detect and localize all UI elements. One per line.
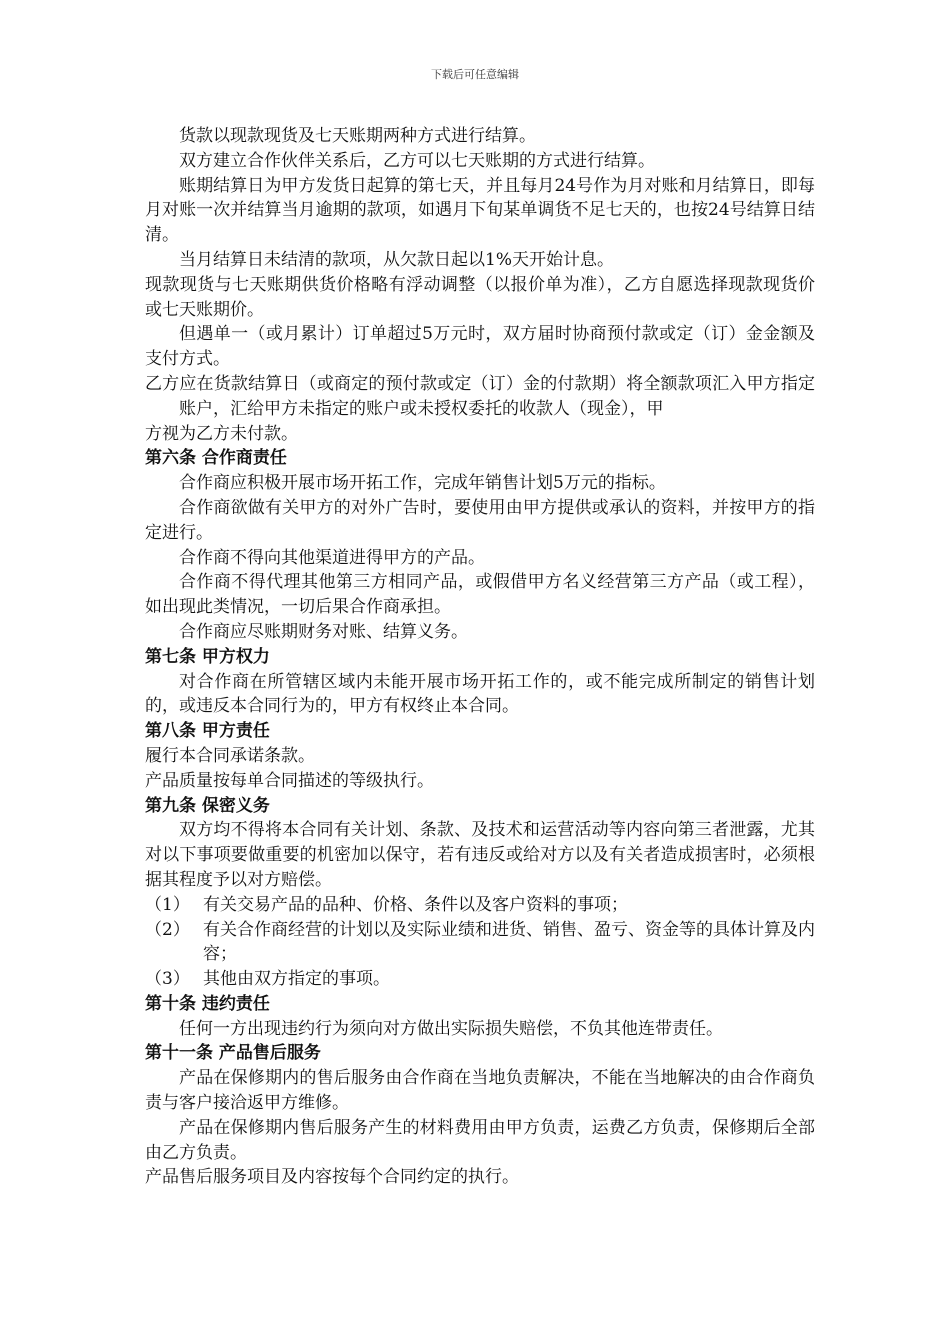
paragraph: 履行本合同承诺条款。 <box>145 745 315 766</box>
paragraph: 产品售后服务项目及内容按每个合同约定的执行。 <box>145 1167 519 1188</box>
paragraph: 产品在保修期内的售后服务由合作商在当地负责解决，不能在当地解决的由合作商负责与客户接洽返甲方维修。 <box>145 1068 815 1114</box>
section-title-8: 第八条 甲方责任 <box>145 721 270 742</box>
paragraph: 合作商不得代理其他第三方相同产品，或假借甲方名义经营第三方产品（或工程），如出现此类情况，一切后果合作商承担。 <box>145 572 815 618</box>
page-header: 下载后可任意编辑 <box>431 68 519 81</box>
section-title-6: 第六条 合作商责任 <box>145 448 287 469</box>
paragraph: 产品质量按每单合同描述的等级执行。 <box>145 770 434 791</box>
section-title-11: 第十一条 产品售后服务 <box>145 1043 321 1064</box>
paragraph: 货款以现款现货及七天账期两种方式进行结算。 <box>179 126 536 146</box>
paragraph: 合作商应尽账期财务对账、结算义务。 <box>179 621 468 642</box>
list-item-text: 其他由双方指定的事项。 <box>203 969 390 990</box>
list-item <box>145 893 815 918</box>
paragraph: 当月结算日未结清的款项，从欠款日起以1%天开始计息。 <box>179 249 614 270</box>
paragraph: 合作商不得向其他渠道进得甲方的产品。 <box>179 547 485 568</box>
list-item <box>145 918 815 968</box>
list-item-number: （2） <box>145 919 190 940</box>
paragraph: 对合作商在所管辖区域内未能开展市场开拓工作的，或不能完成所制定的销售计划的，或违反本合同行为的，甲方有权终止本合同。 <box>145 671 815 717</box>
section-title-7: 第七条 甲方权力 <box>145 646 270 667</box>
list-item <box>145 967 815 992</box>
paragraph: 合作商欲做有关甲方的对外广告时，要使用由甲方提供或承认的资料，并按甲方的指定进行。 <box>145 497 815 543</box>
paragraph: 合作商应积极开展市场开拓工作，完成年销售计划5万元的指标。 <box>179 473 666 494</box>
document-body <box>145 124 815 1190</box>
paragraph: 现款现货与七天账期供货价格略有浮动调整（以报价单为准），乙方自愿选择现款现货价或七天账期价。 <box>145 274 815 320</box>
list-item-text: 有关交易产品的品种、价格、条件以及客户资料的事项； <box>203 894 628 915</box>
section-title-9: 第九条 保密义务 <box>145 795 270 816</box>
paragraph: 乙方应在货款结算日（或商定的预付款或定（订）金的付款期）将全额款项汇入甲方指定账户，汇给甲方未指定的账户或未授权委托的收款人（现金），甲 <box>145 373 815 419</box>
list-item-number: （3） <box>145 969 190 990</box>
paragraph: 双方建立合作伙伴关系后，乙方可以七天账期的方式进行结算。 <box>179 150 655 171</box>
paragraph: 但遇单一（或月累计）订单超过5万元时，双方届时协商预付款或定（订）金金额及支付方式。 <box>145 324 815 370</box>
paragraph: 产品在保修期内售后服务产生的材料费用由甲方负责，运费乙方负责，保修期后全部由乙方负责。 <box>145 1117 815 1163</box>
list-item-text: 有关合作商经营的计划以及实际业绩和进货、销售、盈亏、资金等的具体计算及内容； <box>203 919 815 965</box>
paragraph: 账期结算日为甲方发货日起算的第七天，并且每月24号作为月对账和月结算日，即每月对账一次并结算当月逾期的款项，如遇月下旬某单调货不足七天的，也按24号结算日结清。 <box>145 175 815 246</box>
paragraph: 任何一方出现违约行为须向对方做出实际损失赔偿，不负其他连带责任。 <box>179 1018 723 1039</box>
paragraph: 双方均不得将本合同有关计划、条款、及技术和运营活动等内容向第三者泄露，尤其对以下事项要做重要的机密加以保守，若有违反或给对方以及有关者造成损害时，必须根据其程度予以对方赔偿。 <box>145 820 815 890</box>
list-item-number: （1） <box>145 894 190 915</box>
section-title-10: 第十条 违约责任 <box>145 993 270 1014</box>
paragraph: 方视为乙方未付款。 <box>145 423 298 444</box>
